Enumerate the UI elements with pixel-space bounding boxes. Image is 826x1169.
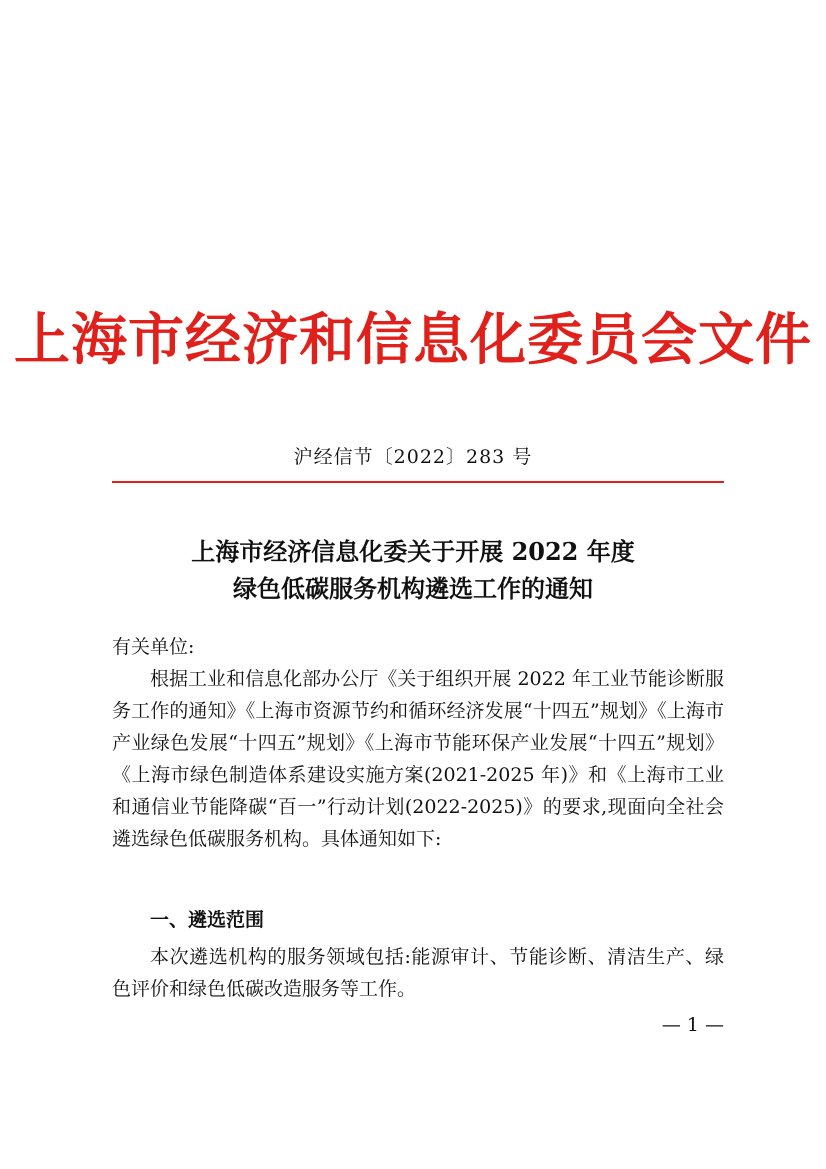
- addressee: 有关单位:: [112, 636, 195, 658]
- red-divider-line: [112, 481, 724, 483]
- body-paragraph-2: 本次遴选机构的服务领域包括:能源审计、节能诊断、清洁生产、绿色评价和绿色低碳改造服务等工作。: [112, 946, 724, 1000]
- section-heading-1: 一、遴选范围: [150, 909, 265, 931]
- notice-title-line-2: 绿色低碳服务机构遴选工作的通知: [233, 574, 593, 603]
- body-paragraph-1: 根据工业和信息化部办公厅《关于组织开展 2022 年工业节能诊断服务工作的通知》《上海市资源节约和循环经济发展“十四五”规划》《上海市产业绿色发展“十四五”规划》《上海市节能环保产业发展“十四五”规划》《上海市绿色制造体系建设实施方案(2021-2025 年)》和《上海市工业和通信业节能降碳“百一”行动计划(2022-2025)》的要求,现面向全社会遴选绿色低碳服务机构。具体通知如下:: [112, 668, 724, 850]
- notice-title-line-1: 上海市经济信息化委关于开展 2022 年度: [191, 537, 635, 566]
- issuer-header-title: 上海市经济和信息化委员会文件: [14, 307, 812, 373]
- page-number: — 1 —: [661, 1014, 724, 1036]
- document-number: 沪经信节〔2022〕283 号: [293, 446, 533, 468]
